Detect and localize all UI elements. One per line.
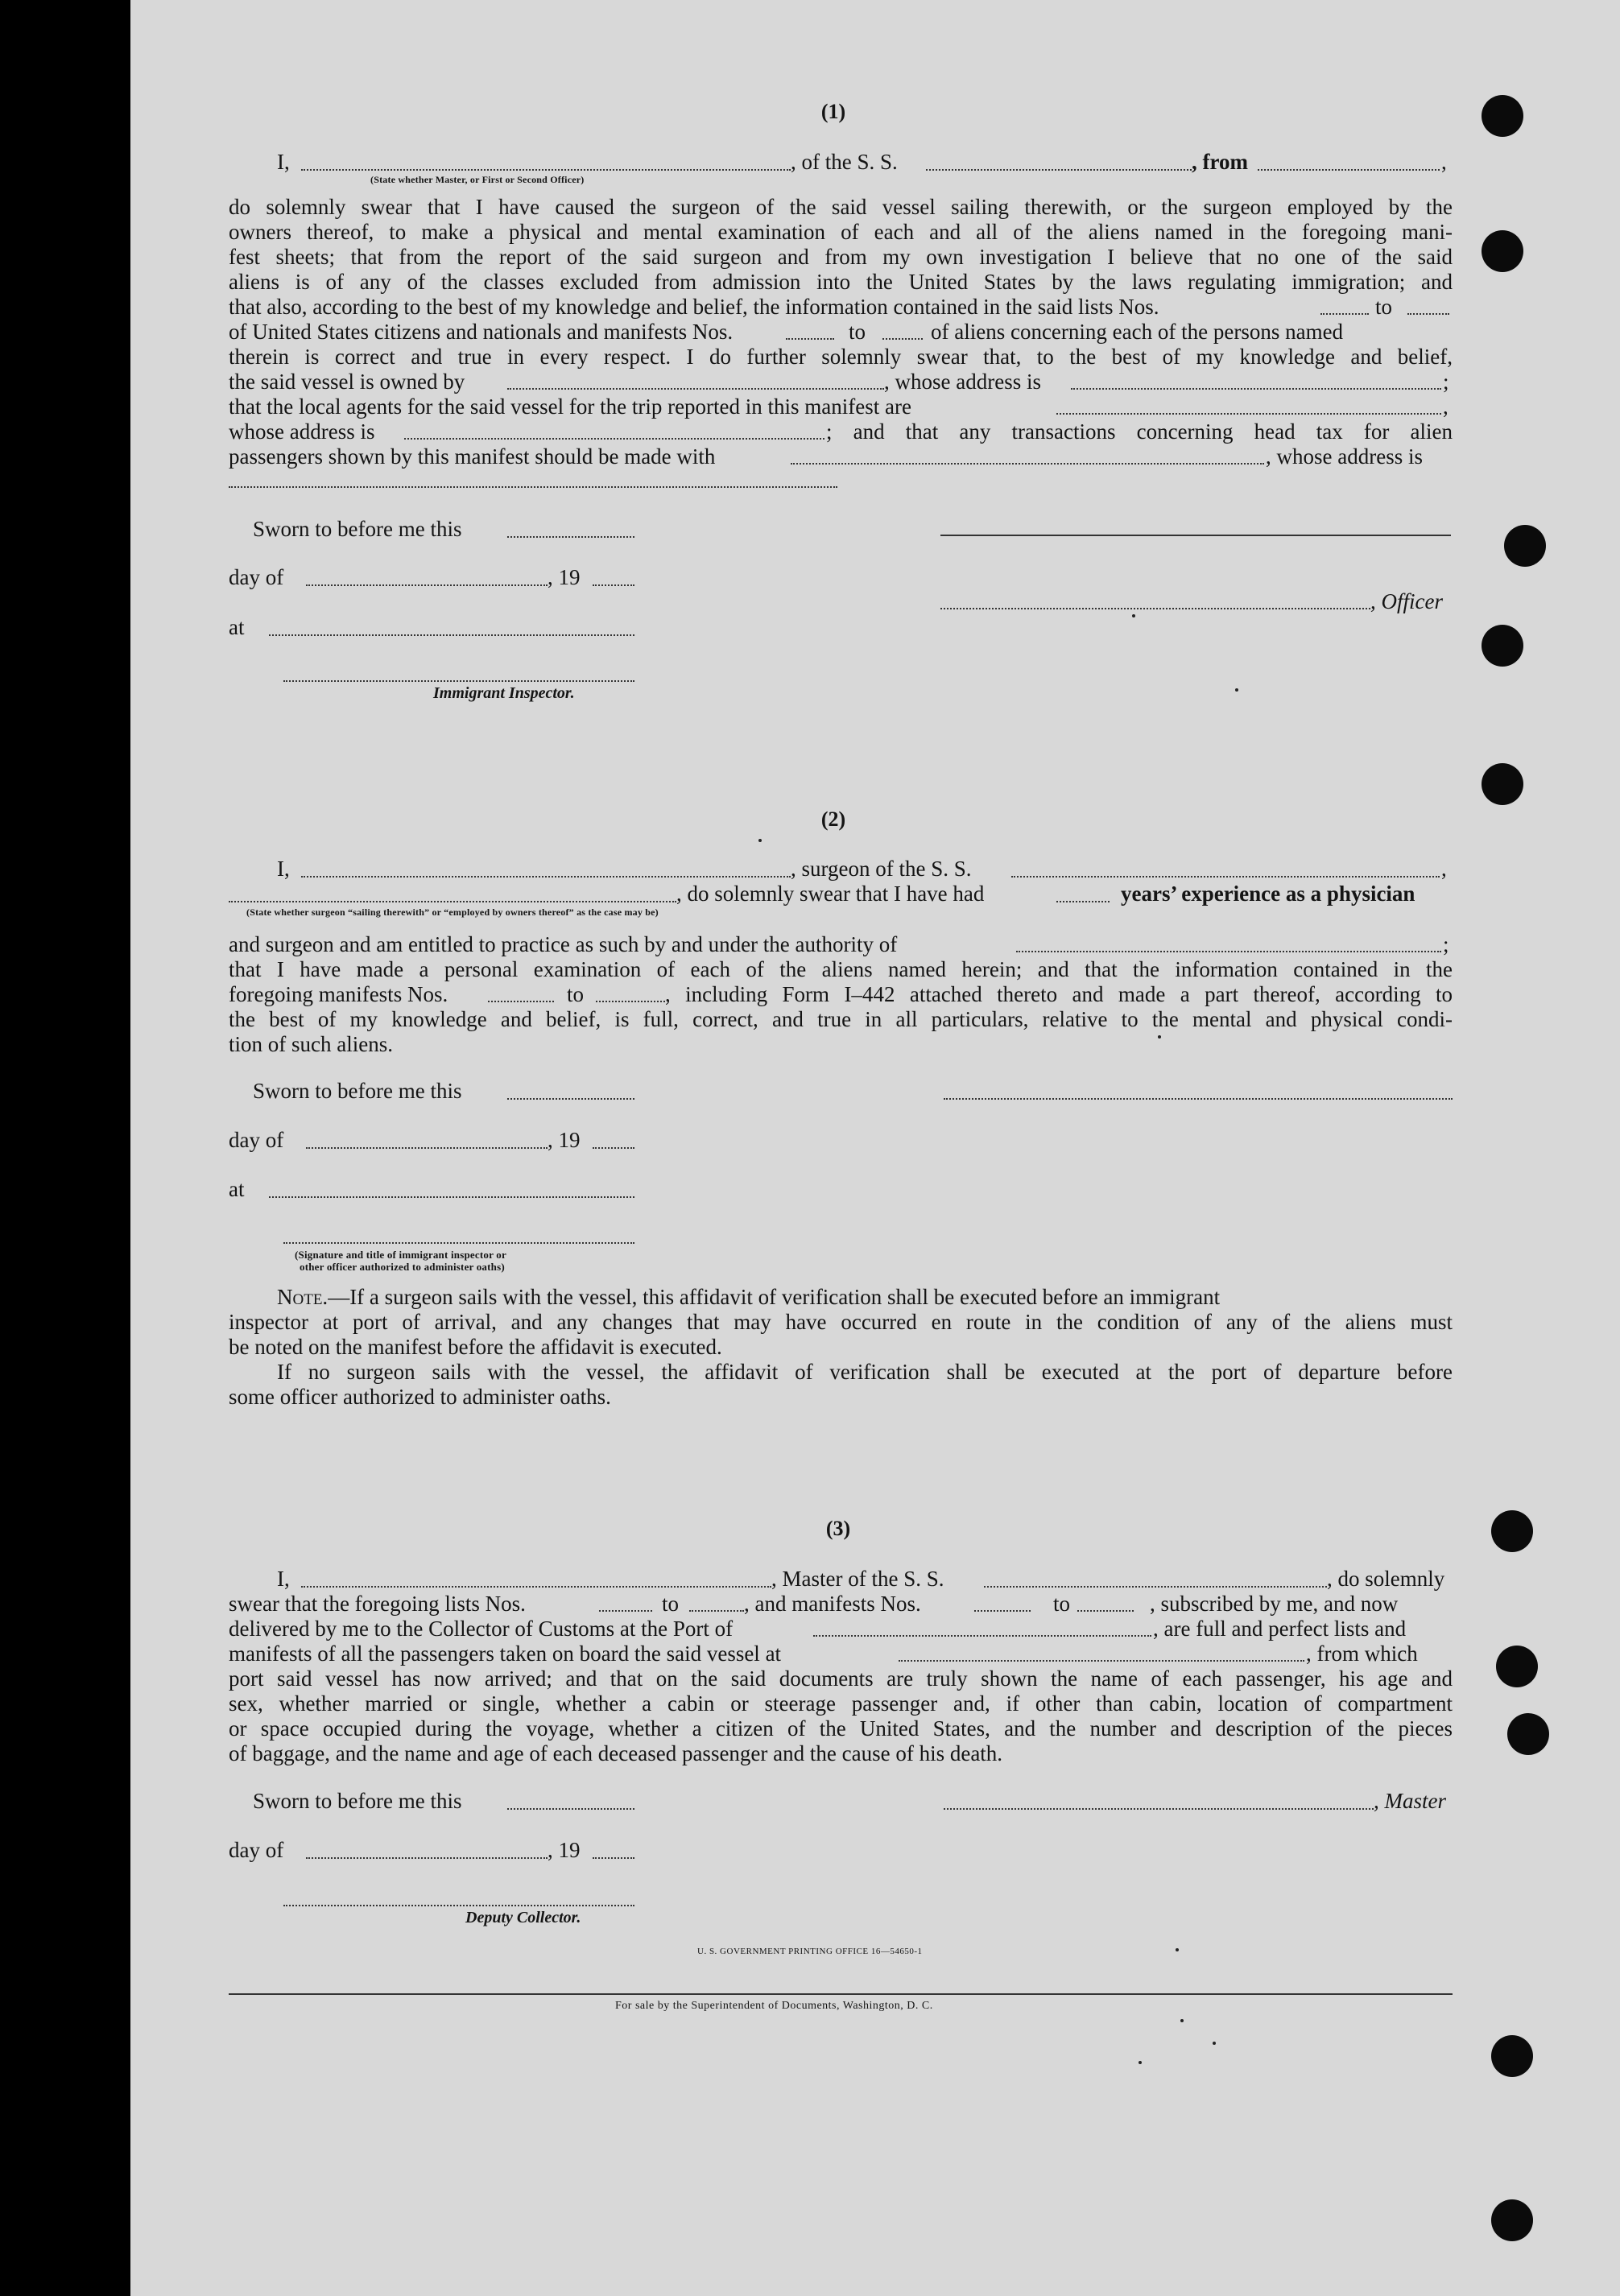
s3-man-from — [974, 1610, 1031, 1612]
s2-b5: tion of such aliens. — [229, 1032, 393, 1056]
s2-inspector-line — [283, 1242, 634, 1244]
s2-ship-line — [1011, 876, 1440, 878]
s3-body-1: port said vessel has now arrived; and that on the said documents are truly shown the name of each passenger, his age and — [229, 1666, 1453, 1691]
s1-b6b: of aliens concerning each of the persons named — [931, 320, 1344, 344]
speck — [1235, 688, 1238, 692]
s2-years: years’ experience as a physician — [1121, 882, 1415, 906]
s1-agents-line — [1056, 413, 1441, 415]
section3-heading: (3) — [825, 1517, 851, 1540]
s2-at: at — [229, 1177, 245, 1201]
s1-agents-address — [404, 438, 824, 440]
s3-name-line — [301, 1586, 771, 1588]
s1-b11b: , whose address is — [1266, 444, 1423, 469]
speck — [1132, 614, 1135, 617]
s2-note-line-2: inspector at port of arrival, and any changes that may have occurred en route in the condition of any of the aliens must — [229, 1310, 1453, 1334]
s1-list-to — [1407, 313, 1449, 315]
s1-body-1: do solemnly swear that I have caused the surgeon of the said vessel sailing therewith, or the surgeon employed by the — [229, 195, 1453, 219]
punch-hole — [1482, 95, 1523, 137]
s1-comma: , — [1441, 150, 1447, 174]
s2-note-text-1: —If a surgeon sails with the vessel, this affidavit of verification shall be executed before an immigrant — [328, 1285, 1221, 1309]
s3-sworn-line — [507, 1808, 634, 1810]
sale-note: For sale by the Superintendent of Documents, Washington, D. C. — [615, 2000, 933, 2012]
s3-body-2: sex, whether married or single, whether a cabin or steerage passenger and, if other than cabin, location of compartment — [229, 1691, 1453, 1716]
s2-note-line-3: be noted on the manifest before the affidavit is executed. — [229, 1335, 722, 1359]
s2-b3a: foregoing manifests Nos. — [229, 982, 448, 1006]
s2-sworn: Sworn to before me this — [253, 1079, 462, 1103]
s1-sworn-line — [507, 536, 634, 538]
gpo-imprint: U. S. GOVERNMENT PRINTING OFFICE 16—54650-1 — [697, 1947, 923, 1956]
footer-rule — [229, 1993, 1453, 1995]
s1-man-to — [882, 338, 923, 340]
s3-l3b: , are full and perfect lists and — [1153, 1617, 1407, 1641]
s1-list-from — [1320, 313, 1369, 315]
s2-dayof: day of — [229, 1128, 284, 1152]
punch-hole — [1482, 230, 1523, 272]
s1-of-ss: , of the S. S. — [791, 150, 898, 174]
s3-master-of: , Master of the S. S. — [771, 1567, 944, 1591]
s1-signer: Immigrant Inspector. — [433, 684, 575, 702]
punch-hole — [1491, 1510, 1533, 1552]
s1-body-3: fest sheets; that from the report of the said surgeon and from my own investigation I believe that no one of the said — [229, 245, 1453, 269]
s1-officer: , Officer — [1370, 589, 1443, 613]
s1-sworn: Sworn to before me this — [253, 517, 462, 541]
s1-year-line — [593, 584, 634, 586]
s1-officer-line — [940, 608, 1370, 609]
punch-hole — [1496, 1646, 1538, 1687]
s2-man-from — [488, 1001, 554, 1002]
s1-b10a: whose address is — [229, 419, 375, 444]
s2-b1b: ; — [1443, 932, 1449, 956]
s1-year: , 19 — [548, 565, 581, 589]
s2-years-line — [1056, 901, 1110, 902]
s3-lists-to — [689, 1610, 744, 1612]
s2-sig-caption-2: other officer authorized to administer oaths) — [300, 1261, 505, 1273]
s1-b5: that also, according to the best of my knowledge and belief, the information contained in the said lists Nos. — [229, 295, 1159, 319]
s2-comma: , — [1441, 857, 1447, 881]
speck — [1176, 1948, 1179, 1951]
s1-b9a: that the local agents for the said vessel for the trip reported in this manifest are — [229, 394, 911, 419]
s2-swear: , do solemnly swear that I have had — [676, 882, 985, 906]
s3-l2-to2: to — [1053, 1592, 1071, 1616]
s2-b4: the best of my knowledge and belief, is full, correct, and true in all particulars, relative to the mental and physical condi- — [229, 1007, 1453, 1031]
s3-man-to — [1077, 1610, 1134, 1612]
s1-at-line — [269, 634, 634, 636]
s3-l2b: , and manifests Nos. — [744, 1592, 921, 1616]
s3-master-line — [944, 1808, 1374, 1810]
s1-b8a: the said vessel is owned by — [229, 370, 465, 394]
s1-b8c: ; — [1443, 370, 1449, 394]
punch-hole — [1507, 1713, 1549, 1755]
s2-note: (State whether surgeon “sailing therewith” or “employed by owners thereof” as the case may be) — [246, 906, 659, 918]
s3-dayof: day of — [229, 1838, 284, 1862]
s3-master: , Master — [1374, 1789, 1446, 1813]
s3-l4b: , from which — [1306, 1641, 1418, 1666]
s3-body-4: of baggage, and the name and age of each deceased passenger and the cause of his death. — [229, 1741, 1003, 1765]
s1-b5-to: to — [1375, 295, 1393, 319]
s3-ship-line — [984, 1586, 1327, 1588]
s2-authority-line — [1016, 951, 1441, 952]
s2-b1a: and surgeon and am entitled to practice as such by and under the authority of — [229, 932, 898, 956]
s2-note-p2-1: If no surgeon sails with the vessel, the affidavit of verification shall be executed at the port of departure before — [277, 1360, 1453, 1384]
punch-hole — [1504, 525, 1546, 567]
s2-surgeon-of: , surgeon of the S. S. — [791, 857, 972, 881]
s3-port-line — [813, 1635, 1151, 1637]
s1-b6-to: to — [849, 320, 866, 344]
s2-man-to — [596, 1001, 665, 1002]
s2-i: I, — [277, 857, 290, 881]
s1-b11a: passengers shown by this manifest should be made with — [229, 444, 716, 469]
s2-at-line — [269, 1196, 634, 1198]
s1-owner-address — [1071, 388, 1441, 390]
s1-name-line — [301, 169, 791, 171]
s3-l2-to1: to — [662, 1592, 680, 1616]
s1-master-sig-line — [940, 535, 1451, 536]
s1-i: I, — [277, 150, 290, 174]
s3-l4a: manifests of all the passengers taken on board the said vessel at — [229, 1641, 782, 1666]
punch-hole — [1482, 625, 1523, 667]
punch-hole — [1482, 763, 1523, 805]
s3-body-3: or space occupied during the voyage, whether a citizen of the United States, and the number and description of the pieces — [229, 1716, 1453, 1741]
speck — [1139, 2061, 1142, 2064]
s3-sworn: Sworn to before me this — [253, 1789, 462, 1813]
section2-heading: (2) — [820, 807, 846, 831]
s1-owner-line — [507, 388, 884, 390]
s1-ship-line — [926, 169, 1192, 171]
s2-b2: that I have made a personal examination of each of the aliens named herein; and that the information contained in the — [229, 957, 1453, 981]
s3-year: , 19 — [548, 1838, 581, 1862]
s1-b9b: , — [1443, 394, 1448, 419]
s2-note-label: Note. — [277, 1285, 329, 1309]
speck — [1213, 2042, 1216, 2045]
s3-l2c: , subscribed by me, and now — [1150, 1592, 1399, 1616]
s3-lists-from — [599, 1610, 652, 1612]
speck — [758, 839, 762, 842]
s2-day-line — [306, 1147, 548, 1149]
s1-man-from — [786, 338, 834, 340]
s3-day-line — [306, 1857, 548, 1859]
s3-l2a: swear that the foregoing lists Nos. — [229, 1592, 526, 1616]
s2-surgeon-sig-line — [944, 1098, 1453, 1100]
s1-headtax-line — [791, 463, 1264, 465]
s3-signer: Deputy Collector. — [465, 1909, 581, 1926]
s1-body-4: aliens is of any of the classes excluded from admission into the United States by the laws regulating immigration; and — [229, 270, 1453, 294]
s2-note-p2-2: some officer authorized to administer oaths. — [229, 1385, 611, 1409]
s3-boarded-line — [899, 1660, 1304, 1662]
punch-hole — [1491, 2035, 1533, 2077]
section1-heading: (1) — [820, 100, 846, 123]
s1-day-line — [306, 584, 548, 586]
s2-b3b: , including Form I–442 attached thereto and made a part thereof, according to — [665, 982, 1453, 1006]
s3-i: I, — [277, 1567, 290, 1591]
speck — [1158, 1035, 1161, 1039]
s1-from-line — [1258, 169, 1440, 171]
s2-note-line-1 — [277, 1285, 1453, 1310]
s1-b7: therein is correct and true in every respect. I do further solemnly swear that, to the best of my knowledge and belief, — [229, 345, 1453, 369]
s2-sworn-line — [507, 1098, 634, 1100]
s1-dayof: day of — [229, 565, 284, 589]
s1-inspector-line — [283, 680, 634, 682]
s3-collector-line — [283, 1905, 634, 1906]
s1-at: at — [229, 615, 245, 639]
s1-b10b: ; and that any transactions concerning head tax for alien — [826, 419, 1453, 444]
s1-body-2: owners thereof, to make a physical and mental examination of each and all of the aliens named in the foregoing mani- — [229, 220, 1453, 244]
speck — [1180, 2019, 1184, 2022]
punch-hole — [1491, 2199, 1533, 2241]
s1-note: (State whether Master, or First or Second Officer) — [370, 174, 585, 185]
s1-b6a: of United States citizens and nationals and manifests Nos. — [229, 320, 734, 344]
s2-sig-caption-1: (Signature and title of immigrant inspector or — [295, 1249, 506, 1261]
s2-name-line — [301, 876, 791, 878]
s1-headtax-address — [229, 486, 837, 488]
s1-b8b: , whose address is — [884, 370, 1041, 394]
s2-b3-to: to — [567, 982, 585, 1006]
s2-year: , 19 — [548, 1128, 581, 1152]
s2-status-line — [229, 901, 676, 902]
s2-year-line — [593, 1147, 634, 1149]
s1-from: , from — [1192, 150, 1248, 174]
s3-l3a: delivered by me to the Collector of Customs at the Port of — [229, 1617, 734, 1641]
s3-solemnly: , do solemnly — [1327, 1567, 1445, 1591]
s3-year-line — [593, 1857, 634, 1859]
